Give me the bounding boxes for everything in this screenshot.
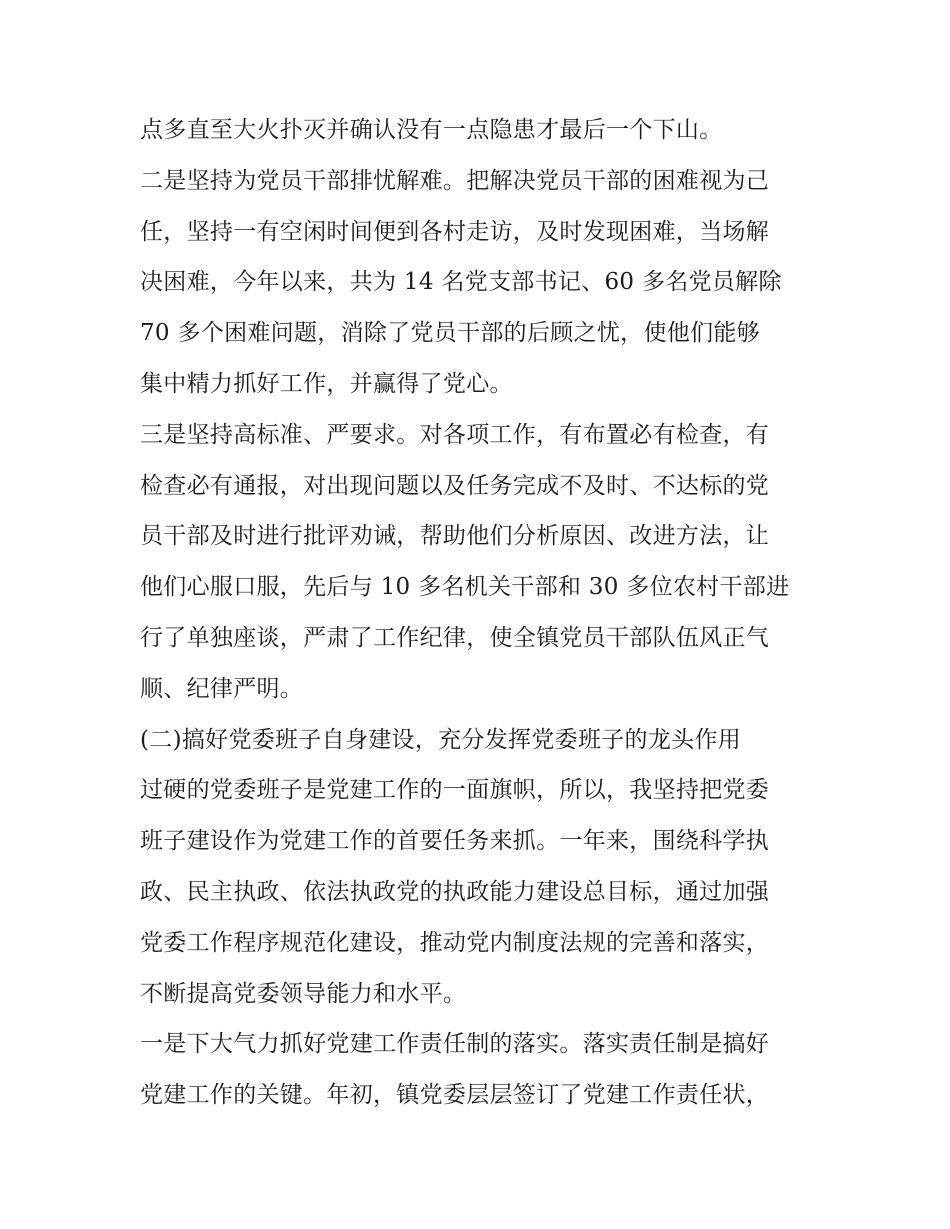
text-line: 任，坚持一有空闲时间便到各村走访，及时发现困难，当场解 <box>140 218 770 245</box>
text-line: 70 多个困难问题，消除了党员干部的后顾之忧，使他们能够 <box>140 320 760 347</box>
text-line: 行了单独座谈，严肃了工作纪律，使全镇党员干部队伍风正气 <box>140 624 770 651</box>
text-line: 员干部及时进行批评劝诫，帮助他们分析原因、改进方法，让 <box>140 523 770 550</box>
text-line: 不断提高党委领导能力和水平。 <box>140 980 467 1007</box>
document-body <box>140 105 820 1121</box>
section-heading: (二)搞好党委班子自身建设，充分发挥党委班子的龙头作用 <box>140 726 742 753</box>
text-line: 点多直至大火扑灭并确认没有一点隐患才最后一个下山。 <box>140 117 723 143</box>
text-line: 决困难，今年以来，共为 14 名党支部书记、60 多名党员解除 <box>140 269 782 296</box>
text-line: 检查必有通报，对出现问题以及任务完成不及时、不达标的党 <box>140 472 770 499</box>
text-line: 党委工作程序规范化建设，推动党内制度法规的完善和落实， <box>140 929 770 956</box>
text-line: 顺、纪律严明。 <box>140 675 304 702</box>
text-line: 班子建设作为党建工作的首要任务来抓。一年来，围绕科学执 <box>140 828 770 855</box>
text-line: 过硬的党委班子是党建工作的一面旗帜，所以，我坚持把党委 <box>140 777 770 804</box>
text-line: 政、民主执政、依法执政党的执政能力建设总目标，通过加强 <box>140 878 770 905</box>
text-line: 三是坚持高标准、严要求。对各项工作，有布置必有检查，有 <box>140 421 770 448</box>
text-line: 集中精力抓好工作，并赢得了党心。 <box>140 370 513 397</box>
text-line: 一是下大气力抓好党建工作责任制的落实。落实责任制是搞好 <box>140 1031 770 1058</box>
text-line: 他们心服口服，先后与 10 多名机关干部和 30 多位农村干部进 <box>140 574 790 601</box>
text-line: 二是坚持为党员干部排忧解难。把解决党员干部的困难视为己 <box>140 167 770 194</box>
text-line: 党建工作的关键。年初，镇党委层层签订了党建工作责任状， <box>140 1082 770 1109</box>
